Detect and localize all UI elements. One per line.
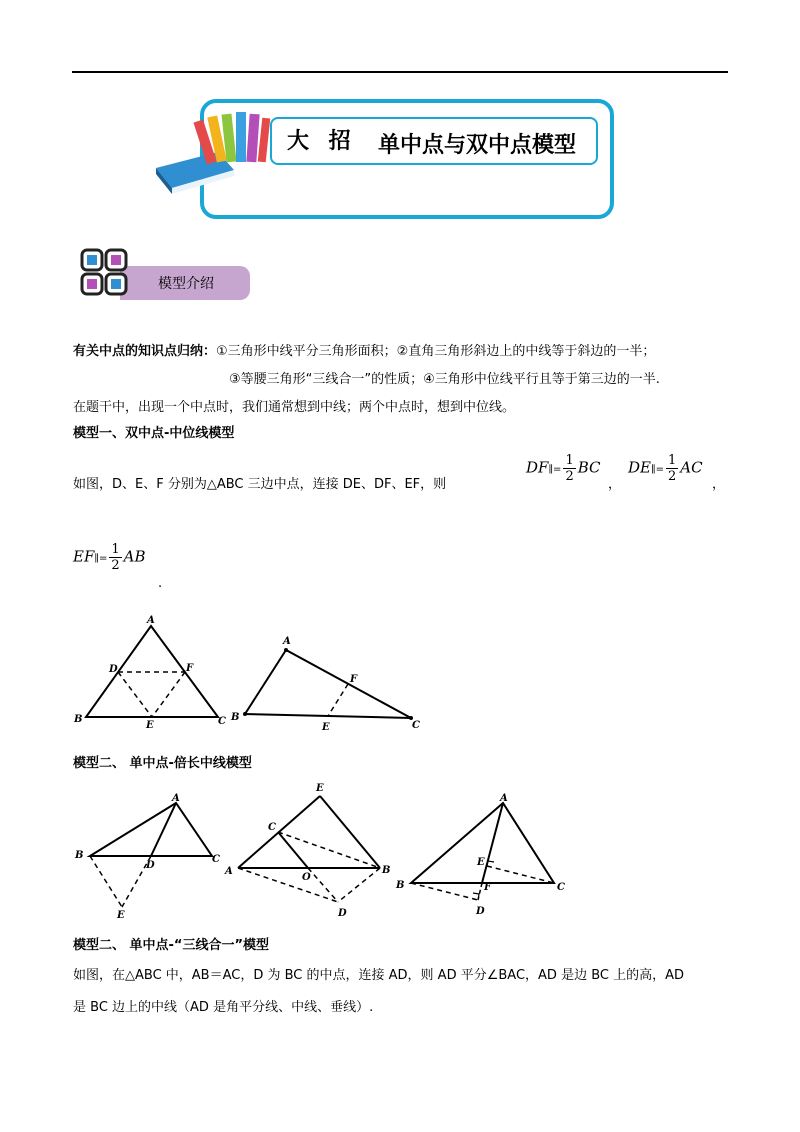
- fig1-label-f: F: [186, 663, 194, 674]
- fig2-label-b: B: [231, 712, 240, 723]
- fig5-label-f: F: [484, 882, 492, 893]
- figure-midline-triangle: [70, 612, 240, 732]
- fig4-label-c: C: [268, 822, 276, 833]
- model1-text: 如图，D、E、F 分别为△ABC 三边中点，连接 DE、DF、EF，则: [73, 477, 447, 492]
- formula-de-sym: ∥=: [650, 464, 664, 476]
- fig3-label-a: A: [172, 793, 180, 804]
- fig4-label-d: D: [338, 908, 347, 919]
- fig3-label-d: D: [146, 860, 155, 871]
- fig3-label-e: E: [117, 910, 125, 920]
- top-rule: [72, 71, 728, 73]
- fig1-label-b: B: [74, 714, 83, 725]
- formula-ef-rhs: AB: [123, 547, 146, 566]
- formula-ef-num: 1: [111, 542, 120, 557]
- formula-df-sym: ∥=: [548, 464, 562, 476]
- fig4-label-a: A: [225, 866, 233, 877]
- formula-ef-den: 2: [111, 558, 120, 573]
- fig5-label-d: D: [476, 906, 485, 917]
- formula-de: [628, 453, 703, 484]
- comma-2: ，: [712, 477, 726, 492]
- grid-icon: [80, 248, 130, 304]
- fig1-label-d: D: [109, 664, 118, 675]
- model3-line2: 是 BC 边上的中线（AD 是角平分线、中线、垂线）.: [73, 1000, 374, 1015]
- fig2-label-c: C: [412, 720, 420, 731]
- fig2-label-a: A: [283, 636, 291, 647]
- formula-ef-sym: ∥=: [94, 553, 108, 565]
- model3-line1: 如图，在△ABC 中，AB＝AC，D 为 BC 的中点，连接 AD，则 AD 平分∠BAC，AD 是边 BC 上的高，AD: [73, 968, 685, 983]
- intro-lead: 有关中点的知识点归纳：: [73, 344, 217, 359]
- fig1-label-e: E: [146, 720, 154, 731]
- banner-title: 单中点与双中点模型: [378, 132, 577, 158]
- fig2-label-f: F: [350, 674, 358, 685]
- fig5-label-a: A: [500, 793, 508, 804]
- formula-ef-lhs: EF: [73, 547, 95, 566]
- figure-double-median-2: [222, 780, 405, 922]
- intro-line1: [73, 342, 655, 362]
- formula-df-num: 1: [565, 453, 574, 468]
- fig1-label-c: C: [218, 716, 226, 727]
- fig4-label-o: O: [302, 872, 311, 883]
- intro-line1-text: ①三角形中线平分三角形面积；②直角三角形斜边上的中线等于斜边的一半；: [216, 344, 656, 359]
- banner-tag: 大 招: [287, 128, 357, 154]
- formula-de-lhs: DE: [628, 458, 651, 477]
- fig1-label-a: A: [147, 615, 155, 626]
- figure-midpoint-segment: [228, 630, 428, 740]
- model2-heading: 模型二、 单中点-倍长中线模型: [73, 756, 252, 771]
- figure-double-median-1: [70, 790, 230, 920]
- intro-line2: ③等腰三角形“三线合一”的性质；④三角形中位线平行且等于第三边的一半.: [229, 372, 660, 387]
- formula-de-den: 2: [667, 469, 677, 484]
- formula-ef: [73, 542, 146, 573]
- figure-altitude-median: [392, 790, 572, 920]
- fig3-label-b: B: [75, 850, 84, 861]
- model3-heading: 模型二、 单中点-“三线合一”模型: [73, 938, 270, 953]
- books-icon: [148, 108, 278, 194]
- intro-line3: 在题干中，出现一个中点时，我们通常想到中线；两个中点时，想到中位线。: [73, 400, 516, 415]
- fig4-label-e: E: [316, 783, 324, 794]
- fig2-label-e: E: [322, 722, 330, 733]
- fig4-label-b: B: [382, 865, 391, 876]
- model1-heading: 模型一、双中点-中位线模型: [73, 426, 235, 441]
- formula-df-lhs: DF: [526, 458, 549, 477]
- fig5-label-c: C: [557, 882, 565, 893]
- formula-df: [526, 453, 601, 484]
- formula-df-rhs: BC: [577, 458, 601, 477]
- period-1: .: [158, 576, 163, 591]
- section-label: 模型介绍: [158, 276, 214, 292]
- fig3-label-c: C: [212, 854, 220, 865]
- formula-df-den: 2: [565, 469, 574, 484]
- comma-1: ，: [608, 477, 622, 492]
- fig5-label-b: B: [396, 880, 405, 891]
- formula-de-rhs: AC: [680, 458, 703, 477]
- fig5-label-e: E: [477, 857, 485, 868]
- formula-de-num: 1: [667, 453, 677, 468]
